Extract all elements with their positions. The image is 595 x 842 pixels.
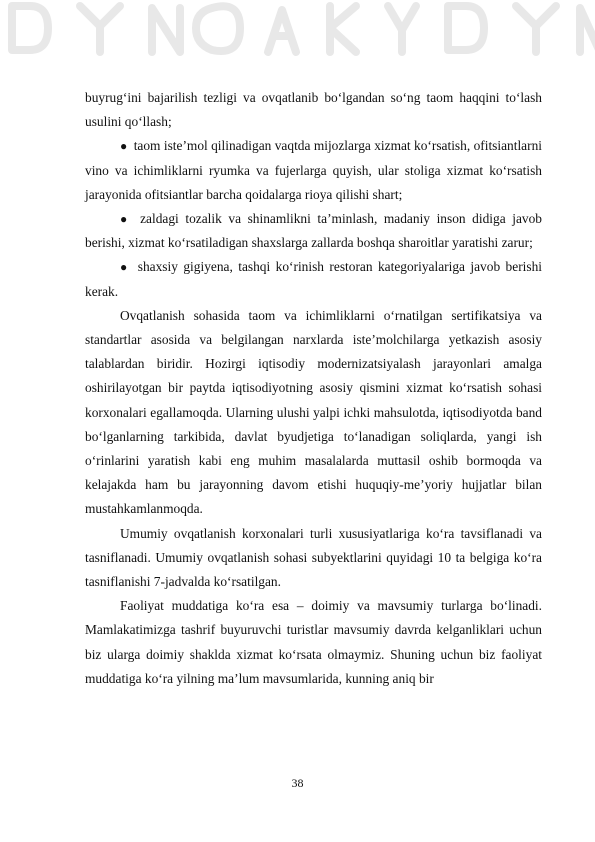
bullet-icon: ● <box>120 139 128 154</box>
body-paragraph: Faoliyat muddatiga ko‘ra esa – doimiy va mavsumiy turlarga bo‘linadi. Mamlakatimizga tashrif buyuruvchi turistlar mavsumiy davrda kelganliklari uchun biz ularga doimiy shaklda xizmat ko‘rsata olmaymiz. Shuning uchun biz faoliyat muddatiga ko‘ra yilning ma’lum mavsumlarida, kunning aniq bir <box>85 598 542 686</box>
bullet-item-1 <box>85 134 542 207</box>
bullet-item-text: zaldagi tozalik va shinamlikni ta’minlash, madaniy inson didiga javob berishi, xizmat ko‘rsatiladigan shaxslarga zallarda boshqa sharoitlar yaratishi zarur; <box>85 211 542 251</box>
watermark-pattern <box>0 0 595 80</box>
body-paragraph: Ovqatlanish sohasida taom va ichimliklarni o‘rnatilgan sertifikatsiya va standartlar asosida va belgilangan narxlarda iste’molchilarga yetkazish asosiy talablardan biridir. Hozirgi iqtisodiy modernizatsiyalash jarayonlari amalga oshirilayotgan bir paytda iqtisodiyotning asosiy qismini xizmat ko‘rsatish sohasi korxonalari egallamoqda. Ularning ulushi yalpi ichki mahsulotda, iqtisodiyotda band bo‘lganlarning tarkibida, davlat byudjetiga to‘lanadigan soliqlarda, yangi ish o‘rinlarini yaratish kabi eng muhim masalalarda muttasil oshib bormoqda va kelajakda ham bu jarayonning davom etishi huquqiy-me’yoriy hujjatlar bilan mustahkamlanmoqda. <box>85 307 542 517</box>
bullet-item-2 <box>85 207 542 255</box>
bullet-item-text: shaxsiy gigiyena, tashqi ko‘rinish restoran kategoriyalariga javob berishi kerak. <box>85 259 543 299</box>
bullet-icon: ● <box>120 260 130 275</box>
bullet-icon: ● <box>120 212 131 227</box>
page-number: 38 <box>291 776 304 790</box>
page-body <box>85 86 542 691</box>
body-paragraph: Umumiy ovqatlanish korxonalari turli xususiyatlariga ko‘ra tavsiflanadi va tasniflanadi. Umumiy ovqatlanish sohasi subyektlarini quyidagi 10 ta belgiga ko‘ra tasniflanishi 7-jadvalda ko‘rsatilgan. <box>85 525 542 590</box>
intro-paragraph: buyrug‘ini bajarilish tezligi va ovqatlanib bo‘lgandan so‘ng taom haqqini to‘lash usulini qo‘llash; <box>85 90 542 130</box>
bullet-item-3 <box>85 255 542 303</box>
bullet-item-text: taom iste’mol qilinadigan vaqtda mijozlarga xizmat ko‘rsatish, ofitsiantlarni vino va ichimliklarni ryumka va fujerlarga quyish, ular stoliga xizmat ko‘rsatish jarayonida ofitsiantlar barcha qoidalarga rioya qilishi shart; <box>85 138 542 202</box>
